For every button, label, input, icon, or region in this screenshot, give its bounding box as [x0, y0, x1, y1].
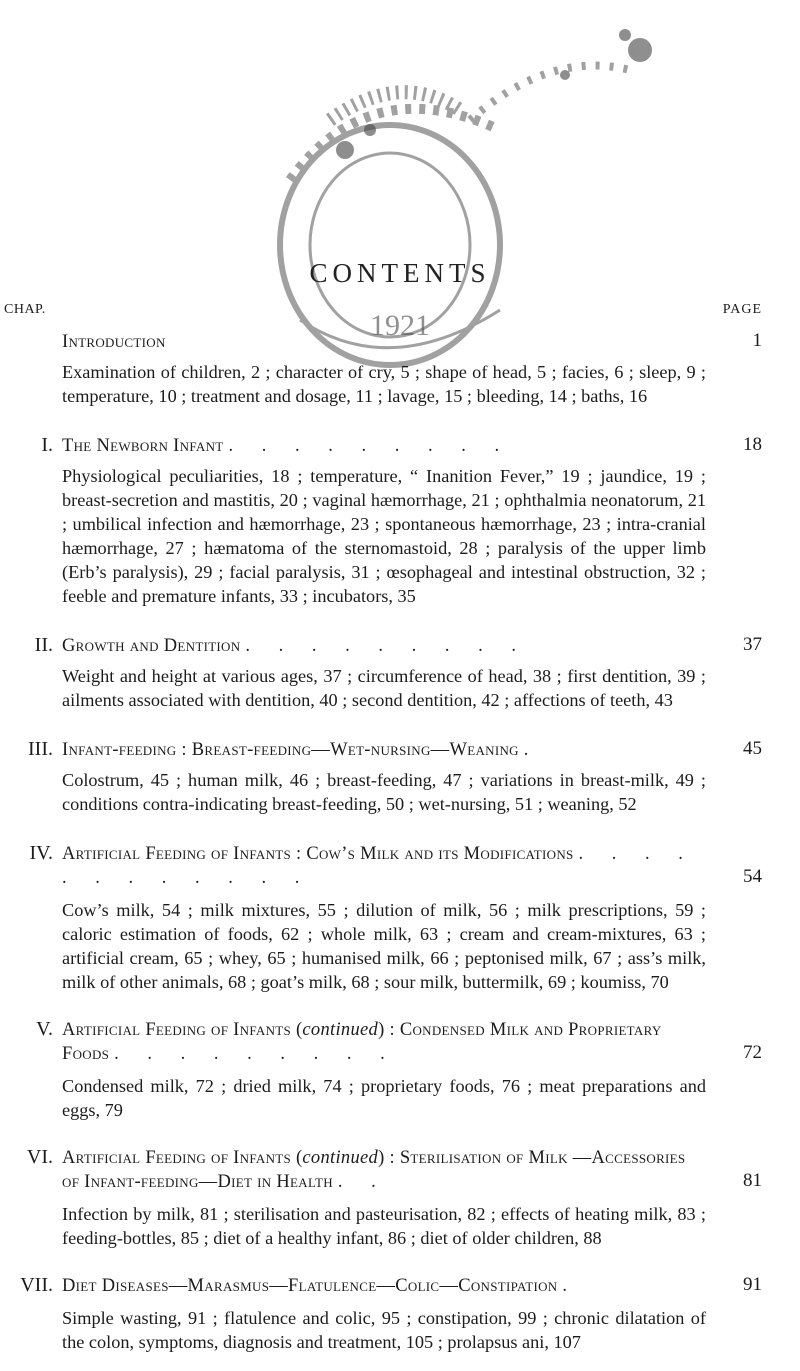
entry-page-number: 1 [752, 330, 762, 351]
leader-dots: . [562, 1276, 580, 1296]
entry-page-number: 54 [743, 866, 762, 887]
page-title: CONTENTS [309, 258, 491, 288]
entry-page-number: 72 [743, 1042, 762, 1063]
chapter-numeral: III. [28, 738, 53, 760]
toc-entry-chapter-1 [0, 434, 800, 606]
chapter-numeral: VII. [20, 1274, 53, 1296]
toc-entry-chapter-5 [0, 1018, 800, 1120]
entry-summary: Examination of children, 2 ; character of cry, 5 ; shape of head, 5 ; facies, 6 ; sleep, 9 ; temperature, 10 ; treatment and dosage, 11 ; lavage, 15 ; bleeding, 14 ; baths, 16 [62, 362, 706, 406]
entry-summary: Physiological peculiarities, 18 ; temperature, “ Inanition Fever,” 19 ; jaundice, 19 ; breast-secretion and mastitis, 20 ; vaginal hæmorrhage, 21 ; ophthalmia neonatorum, 21 ; umbilical infection and hæmorrhage, 23 ; spontaneous hæmorrhage, 23 ; intra-cranial hæmorrhage, 27 ; hæmatoma of the sternomastoid, 28 ; paralysis of the upper limb (Erb’s paralysis), 29 ; facial paralysis, 31 ; œsophageal and intestinal obstruction, 32 ; feeble and premature infants, 33 ; incubators, 35 [62, 466, 706, 606]
entry-summary: Infection by milk, 81 ; sterilisation and pasteurisation, 82 ; effects of heating milk, 83 ; feeding-bottles, 85 ; diet of a healthy infant, 86 ; diet of older children, 88 [62, 1204, 706, 1248]
entry-title: Artificial Feeding of Infants (continued) : Sterilisation of Milk —Accessories of Infant-feeding—Diet in Health . . [62, 1148, 686, 1192]
chapter-7-summary: Simple wasting, 91 ; flatulence and colic, 95 ; constipation, 99 ; chronic dilatation of the colon, symptoms, diagnosis and treatment, 105 ; prolapsus ani, 107 [62, 1308, 706, 1352]
chap-column-label: CHAP. [4, 302, 46, 317]
entry-title: Artificial Feeding of Infants (continued) : Condensed Milk and Proprietary Foods . . . . . . . . . [62, 1020, 662, 1064]
leader-dots: . . . . . . . . . [245, 636, 529, 656]
leader-dots: . . . . . . . . . [114, 1044, 397, 1064]
page-column-label: PAGE [722, 302, 762, 317]
entry-summary: Weight and height at various ages, 37 ; circumference of head, 38 ; first dentition, 39 ; ailments associated with dentition, 40 ; second dentition, 42 ; affections of teeth, 43 [62, 666, 706, 710]
chapter-numeral: V. [36, 1018, 53, 1040]
chapter-numeral: IV. [29, 842, 53, 864]
entry-summary: Colostrum, 45 ; human milk, 46 ; breast-feeding, 47 ; variations in breast-milk, 49 ; conditions contra-indicating breast-feeding, 50 ; wet-nursing, 51 ; weaning, 52 [62, 770, 706, 814]
leader-dots: . . . . . . . . . . . . [62, 844, 695, 888]
entry-page-number: 37 [743, 634, 762, 655]
entry-summary: Cow’s milk, 54 ; milk mixtures, 55 ; dilution of milk, 56 ; milk prescriptions, 59 ; caloric estimation of foods, 62 ; whole milk, 63 ; cream and cream-mixtures, 63 ; artificial cream, 65 ; whey, 65 ; humanised milk, 66 ; peptonised milk, 67 ; ass’s milk, milk of other animals, 68 ; goat’s milk, 68 ; sour milk, buttermilk, 69 ; koumiss, 70 [62, 900, 706, 992]
toc-entry-chapter-4 [0, 842, 800, 992]
entry-summary: Condensed milk, 72 ; dried milk, 74 ; proprietary foods, 76 ; meat preparations and eggs, 79 [62, 1076, 706, 1120]
toc-entry-chapter-7 [0, 1274, 800, 1298]
entry-title: Artificial Feeding of Infants : Cow’s Milk and its Modifications . . . . . . . . . . . . [62, 844, 695, 888]
toc-entry-chapter-6 [0, 1146, 800, 1248]
toc-entry-chapter-2 [0, 634, 800, 710]
chapter-numeral: VI. [26, 1146, 53, 1168]
leader-dots: . [523, 740, 541, 760]
toc-entry-chapter-3 [0, 738, 800, 814]
entry-page-number: 91 [743, 1274, 762, 1295]
entry-page-number: 45 [743, 738, 762, 759]
entry-title: Infant-feeding : Breast-feeding—Wet-nursing—Weaning . [62, 740, 541, 760]
chapter-numeral: I. [41, 434, 53, 456]
entry-title: The Newborn Infant . . . . . . . . . [62, 436, 512, 456]
chapter-numeral: II. [34, 634, 53, 656]
entry-page-number: 18 [743, 434, 762, 455]
entry-page-number: 81 [743, 1170, 762, 1191]
toc-entry-introduction [0, 330, 800, 406]
entry-title: Introduction [62, 332, 166, 352]
entry-title: Growth and Dentition . . . . . . . . . [62, 636, 529, 656]
leader-dots: . . [337, 1172, 388, 1192]
stamp-year: 1921 [370, 309, 430, 342]
entry-title: Diet Diseases—Marasmus—Flatulence—Colic—Constipation . [62, 1276, 580, 1296]
leader-dots: . . . . . . . . . [228, 436, 512, 456]
